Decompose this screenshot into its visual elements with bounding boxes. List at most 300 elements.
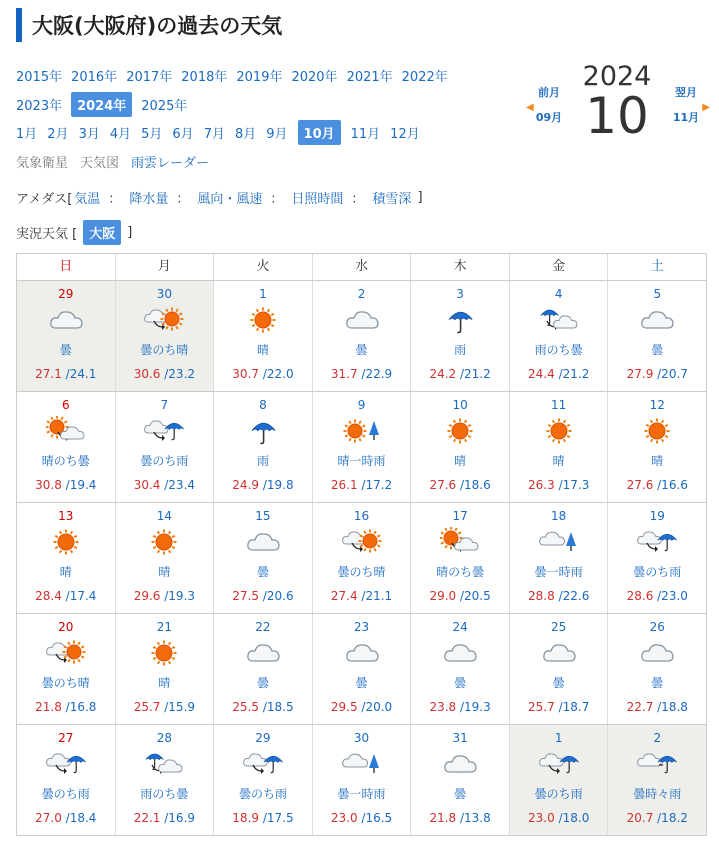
prev-month-link[interactable] bbox=[526, 80, 572, 130]
max-temp: 27.5 bbox=[232, 589, 260, 603]
temperature bbox=[214, 589, 312, 603]
weather-label[interactable]: 晴 bbox=[552, 454, 565, 468]
weather-label[interactable]: 晴のち曇 bbox=[436, 565, 485, 579]
day-number: 12 bbox=[649, 398, 665, 412]
actual-weather bbox=[16, 220, 132, 245]
temperature bbox=[411, 700, 509, 714]
weekday-木: 木 bbox=[410, 254, 509, 280]
day-number: 28 bbox=[156, 731, 172, 745]
amedas-snow-link[interactable]: 積雪深 bbox=[372, 192, 412, 207]
next-label: 翌月 bbox=[675, 86, 697, 99]
temperature bbox=[17, 478, 115, 492]
current-year: 2024 bbox=[582, 61, 652, 92]
day-cell[interactable] bbox=[213, 392, 312, 502]
temperature bbox=[17, 811, 115, 825]
weekday-月: 月 bbox=[115, 254, 214, 280]
min-temp: /20.5 bbox=[456, 589, 491, 603]
day-cell[interactable] bbox=[213, 614, 312, 724]
weather-label[interactable]: 曇 bbox=[651, 343, 664, 357]
year-link-2017年[interactable]: 2017年 bbox=[126, 70, 173, 85]
cloud-then-sun-weather-icon bbox=[313, 527, 411, 557]
min-temp: /18.2 bbox=[653, 811, 688, 825]
day-cell[interactable] bbox=[410, 725, 509, 835]
year-link-2020年[interactable]: 2020年 bbox=[291, 70, 338, 85]
min-temp: /19.3 bbox=[160, 589, 196, 603]
day-number: 22 bbox=[255, 620, 271, 634]
weather-label[interactable]: 曇のち晴 bbox=[41, 676, 90, 690]
temperature bbox=[510, 700, 608, 714]
max-temp: 21.8 bbox=[429, 811, 457, 825]
weather-label[interactable]: 曇 bbox=[651, 676, 664, 690]
temperature bbox=[214, 478, 312, 492]
max-temp: 27.9 bbox=[626, 367, 654, 381]
weather-label[interactable]: 曇 bbox=[552, 676, 565, 690]
max-temp: 30.6 bbox=[133, 367, 161, 381]
min-temp: /21.2 bbox=[456, 367, 491, 381]
day-cell[interactable] bbox=[312, 503, 411, 613]
temperature bbox=[214, 700, 312, 714]
sun-weather-icon bbox=[411, 416, 509, 446]
month-link-4月[interactable]: 4月 bbox=[109, 127, 132, 142]
separator: ： bbox=[351, 192, 365, 207]
calendar-week-row bbox=[17, 391, 706, 502]
day-number: 29 bbox=[255, 731, 271, 745]
min-temp: /17.4 bbox=[61, 589, 97, 603]
day-cell[interactable] bbox=[17, 392, 115, 502]
weather-label[interactable]: 晴 bbox=[651, 454, 664, 468]
day-number: 1 bbox=[259, 287, 267, 301]
day-cell[interactable] bbox=[607, 503, 706, 613]
day-number: 20 bbox=[58, 620, 74, 634]
sun-shower-weather-icon bbox=[313, 416, 411, 446]
amedas-prefix: アメダス[ bbox=[16, 192, 73, 207]
weather-label[interactable]: 曇 bbox=[256, 676, 269, 690]
min-temp: /18.7 bbox=[554, 700, 590, 714]
next-month-link[interactable] bbox=[662, 80, 710, 130]
day-cell[interactable] bbox=[312, 392, 411, 502]
weather-label[interactable]: 曇一時雨 bbox=[534, 565, 583, 579]
year-links-row-2 bbox=[16, 92, 196, 117]
day-number: 1 bbox=[554, 731, 563, 745]
max-temp: 29.0 bbox=[429, 589, 457, 603]
min-temp: /21.1 bbox=[357, 589, 393, 603]
day-number: 30 bbox=[353, 731, 370, 745]
min-temp: /20.0 bbox=[357, 700, 393, 714]
max-temp: 27.4 bbox=[330, 589, 358, 603]
amedas-wind-link[interactable]: 風向・風速 bbox=[197, 192, 263, 207]
day-cell[interactable] bbox=[17, 503, 115, 613]
day-number: 6 bbox=[61, 398, 70, 412]
max-temp: 29.5 bbox=[330, 700, 358, 714]
day-number: 2 bbox=[653, 731, 662, 745]
day-cell[interactable] bbox=[115, 281, 214, 391]
max-temp: 27.6 bbox=[429, 478, 457, 492]
day-number: 19 bbox=[649, 509, 665, 523]
day-number: 27 bbox=[58, 731, 74, 745]
day-cell[interactable] bbox=[410, 281, 509, 391]
day-number: 21 bbox=[156, 620, 172, 634]
weekday-水: 水 bbox=[312, 254, 411, 280]
min-temp: /20.6 bbox=[259, 589, 294, 603]
cloud-then-umbrella-weather-icon bbox=[17, 749, 115, 779]
day-cell[interactable] bbox=[607, 614, 706, 724]
weather-label[interactable]: 晴 bbox=[158, 676, 171, 690]
min-temp: /16.6 bbox=[653, 478, 688, 492]
sun-then-cloud-weather-icon bbox=[411, 527, 509, 557]
cloud-then-umbrella-weather-icon bbox=[510, 749, 608, 779]
day-number: 9 bbox=[357, 398, 366, 412]
temperature bbox=[313, 478, 411, 492]
temperature bbox=[313, 811, 411, 825]
temperature bbox=[510, 478, 608, 492]
cloud-shower-weather-icon bbox=[313, 749, 411, 779]
next-month: 11月 bbox=[672, 111, 700, 124]
page-title: 大阪(大阪府)の過去の天気 bbox=[32, 14, 283, 38]
day-cell[interactable] bbox=[410, 614, 509, 724]
day-number: 7 bbox=[160, 398, 169, 412]
day-cell[interactable] bbox=[213, 725, 312, 835]
weather-label[interactable]: 晴 bbox=[256, 343, 269, 357]
day-number: 4 bbox=[554, 287, 563, 301]
month-link-3月[interactable]: 3月 bbox=[78, 127, 100, 142]
max-temp: 26.3 bbox=[528, 478, 555, 492]
day-number: 14 bbox=[156, 509, 172, 523]
weather-label[interactable]: 曇 bbox=[454, 676, 467, 690]
max-temp: 23.0 bbox=[528, 811, 555, 825]
cloud-weather-icon bbox=[17, 305, 115, 335]
year-link-2023年[interactable]: 2023年 bbox=[16, 99, 63, 114]
weather-label[interactable]: 雨のち曇 bbox=[534, 343, 583, 357]
max-temp: 21.8 bbox=[35, 700, 62, 714]
day-cell[interactable] bbox=[312, 281, 411, 391]
weather-chart-link[interactable]: 天気図 bbox=[80, 156, 120, 171]
max-temp: 28.8 bbox=[528, 589, 555, 603]
day-number: 16 bbox=[353, 509, 370, 523]
min-temp: /22.0 bbox=[259, 367, 294, 381]
cloud-shower-weather-icon bbox=[510, 527, 608, 557]
day-cell[interactable] bbox=[17, 614, 115, 724]
min-temp: /18.4 bbox=[61, 811, 97, 825]
max-temp: 22.7 bbox=[626, 700, 654, 714]
actual-suffix: ] bbox=[127, 225, 133, 240]
max-temp: 23.0 bbox=[330, 811, 358, 825]
weather-label[interactable]: 雨 bbox=[454, 343, 467, 357]
cloud-sometimes-umbrella-weather-icon bbox=[608, 749, 706, 779]
temperature bbox=[608, 700, 706, 714]
day-cell[interactable] bbox=[17, 725, 115, 835]
cloud-then-umbrella-weather-icon bbox=[116, 416, 214, 446]
weather-calendar bbox=[16, 253, 707, 836]
cloud-then-sun-weather-icon bbox=[116, 305, 214, 335]
day-number: 15 bbox=[255, 509, 271, 523]
page-header bbox=[16, 8, 282, 42]
calendar-body bbox=[17, 281, 706, 835]
min-temp: /18.8 bbox=[653, 700, 688, 714]
max-temp: 18.9 bbox=[232, 811, 260, 825]
sun-then-cloud-weather-icon bbox=[17, 416, 115, 446]
min-temp: /24.1 bbox=[61, 367, 97, 381]
calendar-week-row bbox=[17, 281, 706, 391]
day-cell[interactable] bbox=[17, 281, 115, 391]
current-date-display bbox=[580, 61, 654, 145]
city-osaka-button[interactable]: 大阪 bbox=[83, 220, 121, 245]
cloud-weather-icon bbox=[313, 305, 411, 335]
rain-radar-link[interactable]: 雨雲レーダー bbox=[131, 156, 210, 171]
day-cell[interactable] bbox=[115, 392, 214, 502]
day-cell[interactable] bbox=[509, 281, 608, 391]
weekday-金: 金 bbox=[509, 254, 608, 280]
cloud-weather-icon bbox=[510, 638, 608, 668]
day-number: 26 bbox=[649, 620, 665, 634]
min-temp: /19.4 bbox=[61, 478, 97, 492]
weather-label[interactable]: 晴のち曇 bbox=[41, 454, 90, 468]
day-cell[interactable] bbox=[509, 503, 608, 613]
weather-label[interactable]: 雨のち曇 bbox=[140, 787, 189, 801]
temperature bbox=[214, 367, 312, 381]
weather-label[interactable]: 曇一時雨 bbox=[337, 787, 386, 801]
separator: ： bbox=[176, 192, 190, 207]
min-temp: /23.4 bbox=[160, 478, 196, 492]
year-link-2022年[interactable]: 2022年 bbox=[401, 70, 448, 85]
max-temp: 30.4 bbox=[133, 478, 161, 492]
day-cell[interactable] bbox=[509, 614, 608, 724]
day-number: 24 bbox=[452, 620, 468, 634]
day-cell[interactable] bbox=[509, 392, 608, 502]
year-link-2018年[interactable]: 2018年 bbox=[181, 70, 228, 85]
cloud-weather-icon bbox=[411, 749, 509, 779]
weather-label[interactable]: 曇時々雨 bbox=[633, 787, 682, 801]
temperature bbox=[17, 700, 115, 714]
min-temp: /20.7 bbox=[653, 367, 688, 381]
cloud-then-umbrella-weather-icon bbox=[608, 527, 706, 557]
temperature bbox=[510, 367, 608, 381]
max-temp: 28.6 bbox=[626, 589, 654, 603]
weather-label[interactable]: 曇のち晴 bbox=[140, 343, 189, 357]
day-cell[interactable] bbox=[607, 281, 706, 391]
cloud-weather-icon bbox=[608, 305, 706, 335]
day-number: 23 bbox=[353, 620, 370, 634]
day-number: 11 bbox=[551, 398, 567, 412]
cloud-weather-icon bbox=[411, 638, 509, 668]
min-temp: /17.3 bbox=[554, 478, 590, 492]
current-month: 10 bbox=[585, 87, 649, 145]
day-cell[interactable] bbox=[607, 725, 706, 835]
max-temp: 27.1 bbox=[35, 367, 62, 381]
temperature bbox=[411, 811, 509, 825]
max-temp: 26.1 bbox=[330, 478, 358, 492]
day-number: 25 bbox=[551, 620, 567, 634]
day-number: 5 bbox=[653, 287, 662, 301]
temperature bbox=[608, 478, 706, 492]
day-number: 18 bbox=[551, 509, 567, 523]
min-temp: /15.9 bbox=[160, 700, 196, 714]
weekday-header bbox=[17, 254, 706, 281]
weather-label[interactable]: 曇のち雨 bbox=[534, 787, 583, 801]
weather-label[interactable]: 曇 bbox=[59, 343, 72, 357]
cloud-weather-icon bbox=[608, 638, 706, 668]
year-link-2016年[interactable]: 2016年 bbox=[71, 70, 118, 85]
max-temp: 30.8 bbox=[35, 478, 62, 492]
day-cell[interactable] bbox=[115, 614, 214, 724]
max-temp: 24.9 bbox=[232, 478, 260, 492]
arrow-left-icon: ◀ bbox=[526, 102, 534, 113]
min-temp: /17.5 bbox=[259, 811, 294, 825]
sun-weather-icon bbox=[116, 527, 214, 557]
prev-month: 09月 bbox=[535, 111, 563, 124]
weather-label[interactable]: 曇 bbox=[355, 343, 368, 357]
max-temp: 20.7 bbox=[626, 811, 654, 825]
max-temp: 23.8 bbox=[429, 700, 457, 714]
min-temp: /21.2 bbox=[554, 367, 590, 381]
day-cell[interactable] bbox=[607, 392, 706, 502]
weather-label[interactable]: 曇 bbox=[454, 787, 467, 801]
actual-prefix: 実況天気 [ bbox=[16, 227, 78, 242]
temperature bbox=[608, 367, 706, 381]
day-cell[interactable] bbox=[509, 725, 608, 835]
day-cell[interactable] bbox=[410, 392, 509, 502]
temperature bbox=[313, 589, 411, 603]
max-temp: 28.4 bbox=[35, 589, 62, 603]
max-temp: 22.1 bbox=[133, 811, 161, 825]
cloud-then-umbrella-weather-icon bbox=[214, 749, 312, 779]
umbrella-then-cloud-weather-icon bbox=[510, 305, 608, 335]
max-temp: 25.5 bbox=[232, 700, 260, 714]
max-temp: 27.0 bbox=[35, 811, 62, 825]
month-link-6月[interactable]: 6月 bbox=[172, 127, 194, 142]
weather-label[interactable]: 曇 bbox=[256, 565, 269, 579]
sun-weather-icon bbox=[214, 305, 312, 335]
month-link-1月[interactable]: 1月 bbox=[16, 127, 38, 142]
year-links-row-1 bbox=[16, 66, 457, 85]
year-link-2015年[interactable]: 2015年 bbox=[16, 70, 63, 85]
cloud-then-sun-weather-icon bbox=[17, 638, 115, 668]
umbrella-weather-icon bbox=[411, 305, 509, 335]
day-number: 13 bbox=[58, 509, 74, 523]
prev-label: 前月 bbox=[538, 86, 560, 99]
weather-label[interactable]: 曇のち雨 bbox=[41, 787, 90, 801]
weather-label[interactable]: 晴 bbox=[158, 565, 171, 579]
year-link-2019年[interactable]: 2019年 bbox=[236, 70, 283, 85]
temperature bbox=[116, 811, 214, 825]
sun-weather-icon bbox=[608, 416, 706, 446]
temperature bbox=[411, 589, 509, 603]
temperature bbox=[510, 811, 608, 825]
min-temp: /19.8 bbox=[259, 478, 294, 492]
month-link-8月[interactable]: 8月 bbox=[234, 127, 257, 142]
month-link-11月[interactable]: 11月 bbox=[350, 127, 381, 142]
temperature bbox=[116, 367, 214, 381]
day-number: 17 bbox=[452, 509, 468, 523]
weekday-日: 日 bbox=[59, 259, 73, 274]
day-cell[interactable] bbox=[115, 503, 214, 613]
arrow-right-icon: ▶ bbox=[702, 102, 710, 113]
separator: ： bbox=[108, 192, 122, 207]
umbrella-then-cloud-weather-icon bbox=[116, 749, 214, 779]
temperature bbox=[17, 367, 115, 381]
temperature bbox=[608, 811, 706, 825]
day-number: 31 bbox=[452, 731, 468, 745]
min-temp: /23.0 bbox=[653, 589, 688, 603]
weather-label[interactable]: 曇のち晴 bbox=[337, 565, 386, 579]
cloud-weather-icon bbox=[214, 638, 312, 668]
max-temp: 31.7 bbox=[330, 367, 358, 381]
min-temp: /16.5 bbox=[357, 811, 393, 825]
sun-weather-icon bbox=[116, 638, 214, 668]
month-link-9月[interactable]: 9月 bbox=[266, 127, 288, 142]
separator: ： bbox=[270, 192, 284, 207]
day-number: 29 bbox=[58, 287, 74, 301]
weather-label[interactable]: 曇のち雨 bbox=[633, 565, 682, 579]
amedas-sun-link[interactable]: 日照時間 bbox=[291, 192, 344, 207]
day-cell[interactable] bbox=[410, 503, 509, 613]
temperature bbox=[313, 367, 411, 381]
month-link-2月[interactable]: 2月 bbox=[47, 127, 69, 142]
month-link-5月[interactable]: 5月 bbox=[141, 127, 163, 142]
amedas-suffix: ] bbox=[417, 190, 423, 205]
day-number: 3 bbox=[456, 287, 464, 301]
amedas-rain-link[interactable]: 降水量 bbox=[129, 192, 169, 207]
min-temp: /13.8 bbox=[456, 811, 491, 825]
sun-weather-icon bbox=[17, 527, 115, 557]
year-link-2021年[interactable]: 2021年 bbox=[346, 70, 393, 85]
title-accent-bar bbox=[16, 8, 22, 42]
day-cell[interactable] bbox=[312, 614, 411, 724]
weather-label[interactable]: 晴 bbox=[454, 454, 467, 468]
min-temp: /23.2 bbox=[160, 367, 196, 381]
day-number: 30 bbox=[156, 287, 172, 301]
min-temp: /16.8 bbox=[61, 700, 97, 714]
max-temp: 24.4 bbox=[528, 367, 555, 381]
temperature bbox=[17, 589, 115, 603]
temperature bbox=[313, 700, 411, 714]
min-temp: /19.3 bbox=[456, 700, 491, 714]
weather-label[interactable]: 曇 bbox=[355, 676, 368, 690]
month-link-12月[interactable]: 12月 bbox=[390, 127, 420, 142]
min-temp: /16.9 bbox=[160, 811, 196, 825]
temperature bbox=[608, 589, 706, 603]
year-link-2025年[interactable]: 2025年 bbox=[141, 99, 188, 114]
month-link-10月[interactable]: 10月 bbox=[298, 120, 341, 145]
umbrella-weather-icon bbox=[214, 416, 312, 446]
weather-label[interactable]: 曇のち雨 bbox=[140, 454, 189, 468]
weather-label[interactable]: 曇のち雨 bbox=[238, 787, 287, 801]
day-cell[interactable] bbox=[312, 725, 411, 835]
max-temp: 25.7 bbox=[133, 700, 161, 714]
weather-label[interactable]: 晴 bbox=[59, 565, 72, 579]
month-link-7月[interactable]: 7月 bbox=[203, 127, 225, 142]
satellite-link[interactable]: 気象衛星 bbox=[16, 156, 69, 171]
weather-label[interactable]: 晴一時雨 bbox=[337, 454, 386, 468]
min-temp: /17.2 bbox=[357, 478, 393, 492]
min-temp: /18.0 bbox=[554, 811, 590, 825]
day-cell[interactable] bbox=[213, 503, 312, 613]
day-cell[interactable] bbox=[115, 725, 214, 835]
weather-label[interactable]: 雨 bbox=[256, 454, 269, 468]
month-links bbox=[16, 120, 430, 145]
min-temp: /22.6 bbox=[554, 589, 590, 603]
temperature bbox=[116, 478, 214, 492]
min-temp: /18.6 bbox=[456, 478, 491, 492]
weekday-土: 土 bbox=[607, 254, 706, 280]
extra-links bbox=[16, 152, 209, 171]
min-temp: /18.5 bbox=[259, 700, 294, 714]
max-temp: 25.7 bbox=[528, 700, 555, 714]
amedas-temp-link[interactable]: 気温 bbox=[74, 192, 101, 207]
year-link-2024年[interactable]: 2024年 bbox=[71, 92, 132, 117]
day-cell[interactable] bbox=[213, 281, 312, 391]
temperature bbox=[411, 478, 509, 492]
max-temp: 27.6 bbox=[626, 478, 654, 492]
